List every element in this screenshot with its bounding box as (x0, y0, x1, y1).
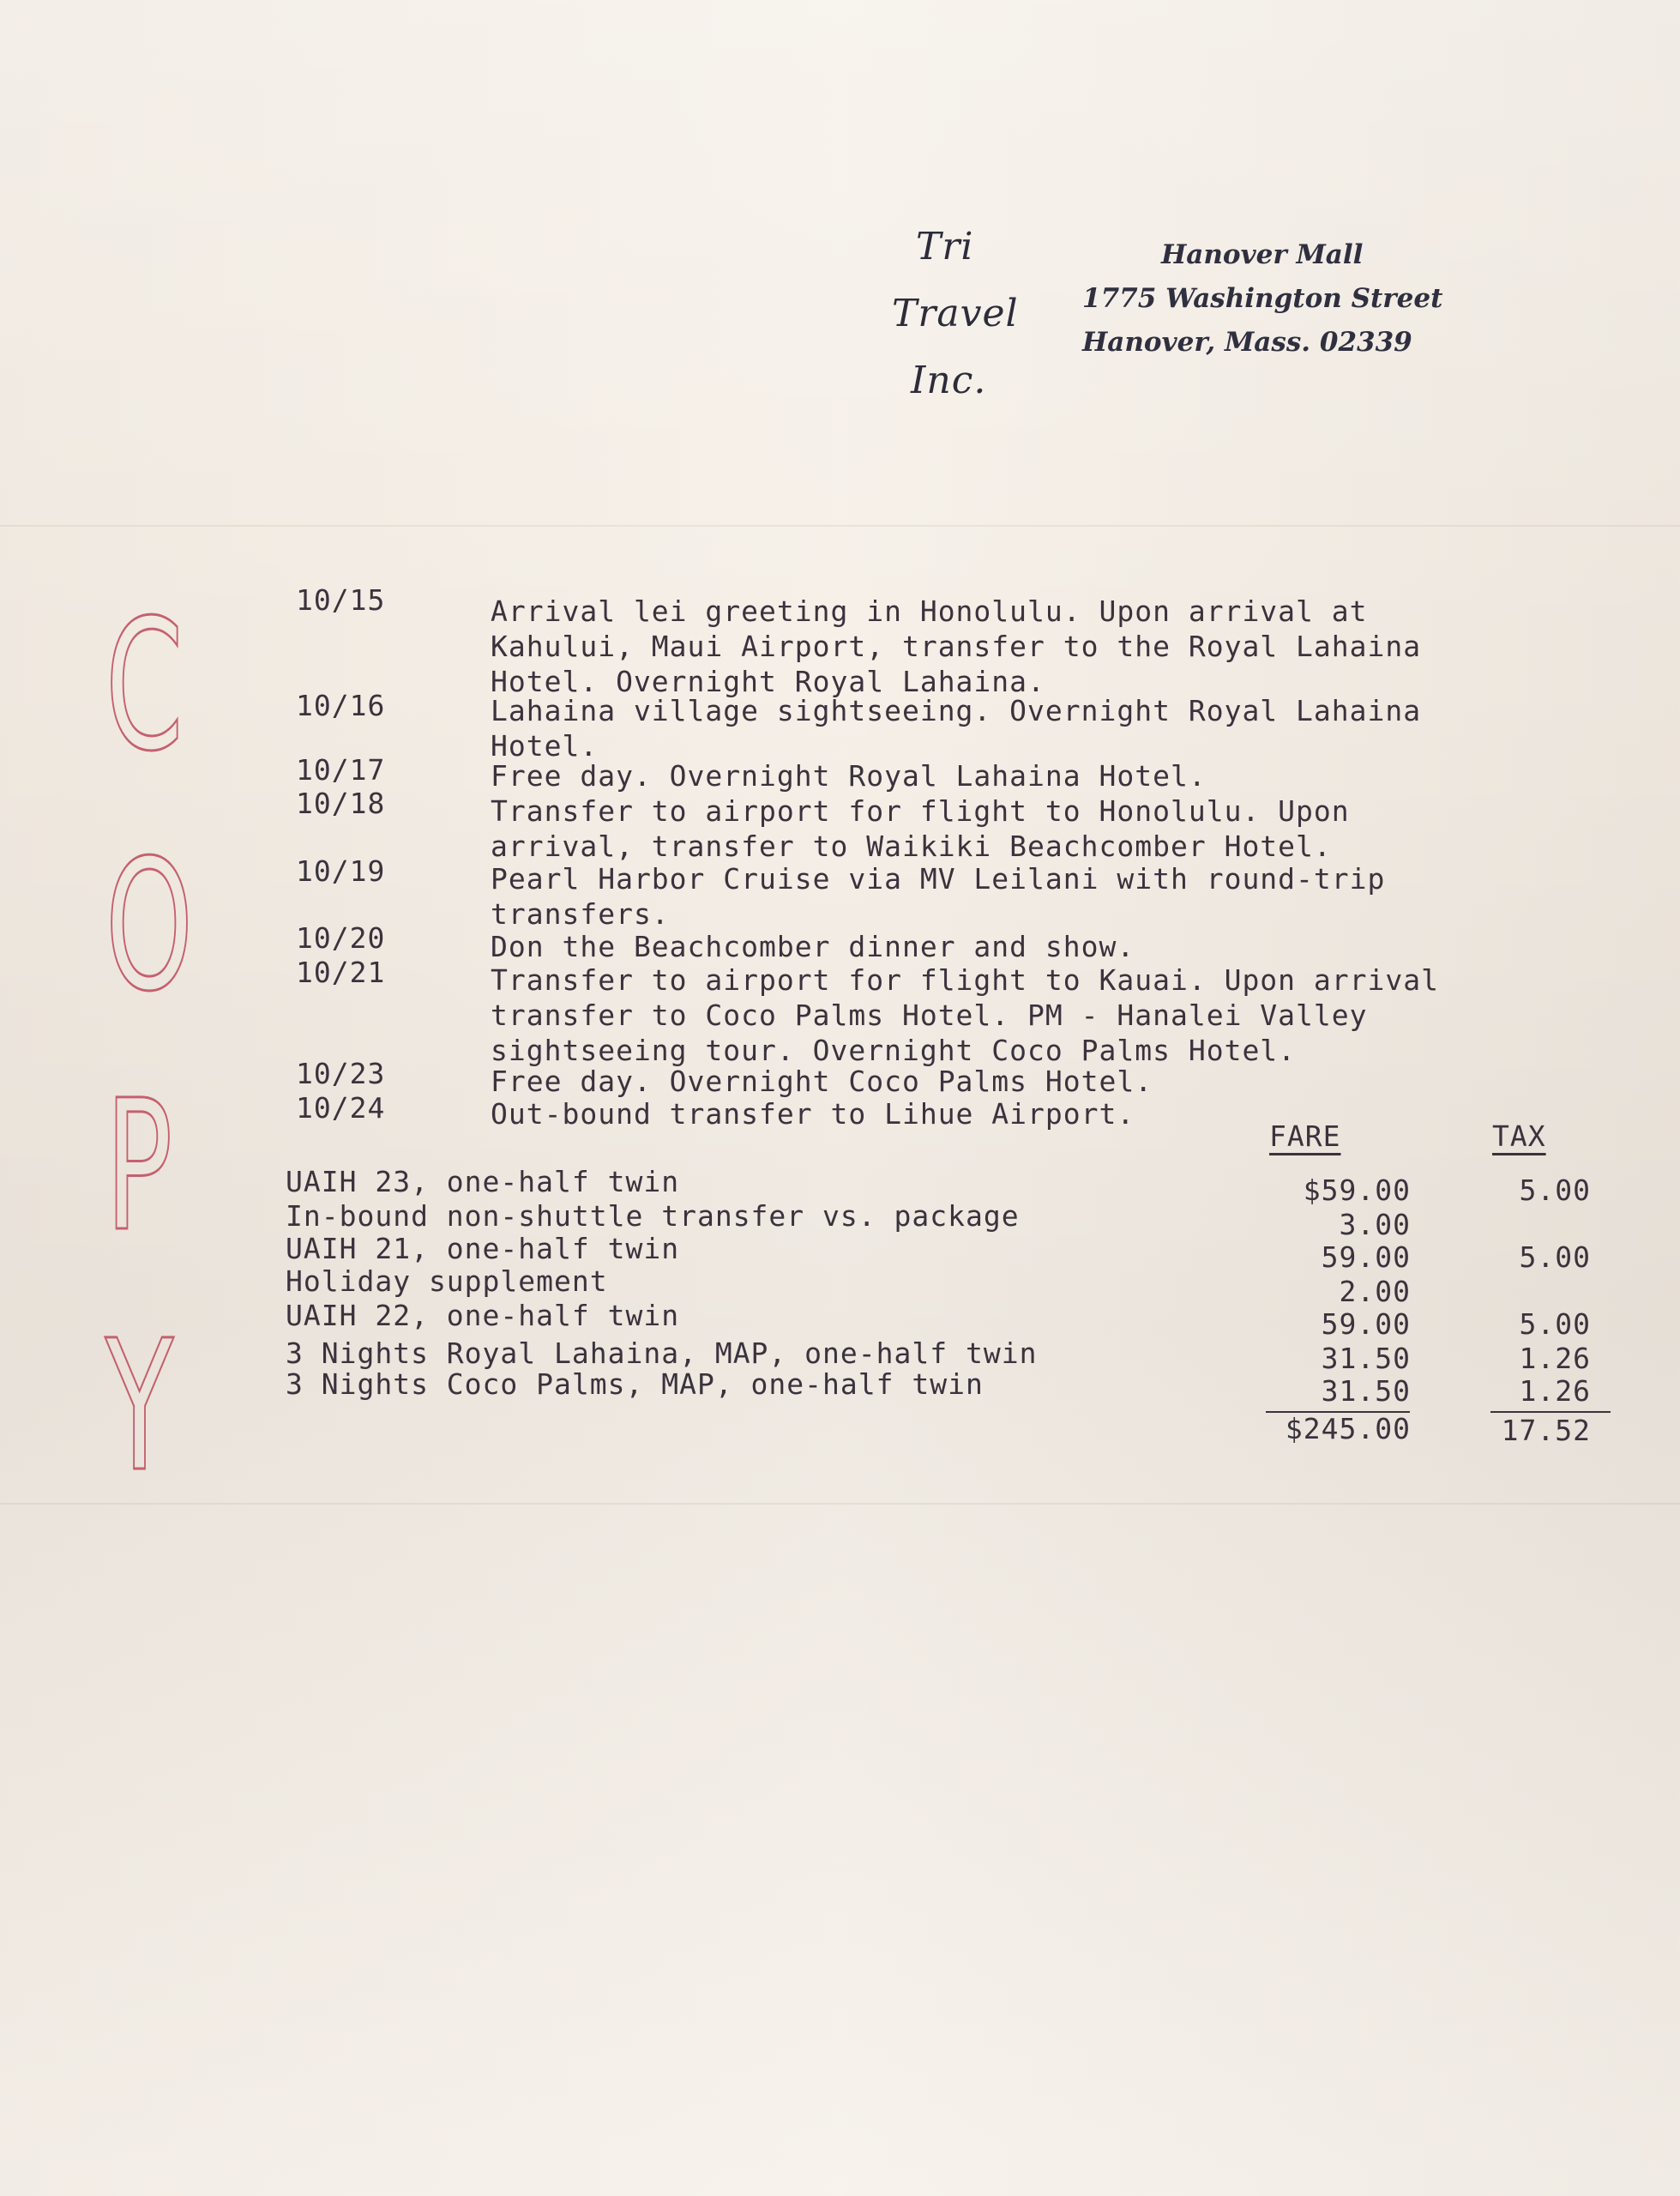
itinerary-date: 10/17 (296, 753, 386, 787)
logo-line: Inc. (911, 359, 987, 402)
cost-item-label: UAIH 21, one-half twin (286, 1232, 680, 1265)
address-line: Hanover, Mass. 02339 (1082, 327, 1412, 358)
itinerary-date: 10/15 (296, 583, 386, 617)
stamp-letter: Y (105, 1301, 174, 1511)
logo-line: Travel (892, 292, 1019, 335)
itinerary-text: Pearl Harbor Cruise via MV Leilani with round-trip transfers. (491, 862, 1386, 931)
cost-item-label: UAIH 22, one-half twin (286, 1299, 680, 1332)
itinerary-text: Lahaina village sightseeing. Overnight Royal Lahaina Hotel. (491, 694, 1422, 763)
cost-item-label: Holiday supplement (286, 1264, 608, 1298)
fare-header: FARE (1269, 1119, 1341, 1153)
cost-item-label: UAIH 23, one-half twin (286, 1165, 680, 1198)
itinerary-text: Out-bound transfer to Lihue Airport. (491, 1097, 1135, 1131)
itinerary-date: 10/24 (296, 1091, 386, 1125)
itinerary-text: Free day. Overnight Coco Palms Hotel. (491, 1065, 1153, 1098)
logo-line: Tri (916, 225, 974, 268)
stamp-letter: C (105, 581, 184, 791)
cost-item-fare: 2.00 (1339, 1275, 1411, 1308)
fare-total: $245.00 (1285, 1412, 1411, 1445)
itinerary-date: 10/16 (296, 689, 386, 722)
itinerary-date: 10/23 (296, 1057, 386, 1090)
itinerary-text: Transfer to airport for flight to Kauai. Upon arrival transfer to Coco Palms Hotel. PM - Hanalei Valley sightseeing tour. Overnight Coco Palms Hotel. (491, 963, 1439, 1067)
itinerary-text: Free day. Overnight Royal Lahaina Hotel. (491, 759, 1207, 793)
itinerary-date: 10/20 (296, 921, 386, 955)
cost-item-fare: 31.50 (1321, 1374, 1411, 1408)
itinerary-date: 10/21 (296, 956, 386, 989)
cost-item-fare: 59.00 (1321, 1240, 1411, 1274)
cost-item-tax: 5.00 (1519, 1173, 1591, 1207)
paper-fold (0, 525, 1680, 527)
cost-item-tax: 1.26 (1519, 1342, 1591, 1375)
itinerary-text: Arrival lei greeting in Honolulu. Upon arrival at Kahului, Maui Airport, transfer to the Royal Lahaina Hotel. Overnight Royal Lahaina. (491, 594, 1422, 698)
itinerary-text: Transfer to airport for flight to Honolulu. Upon arrival, transfer to Waikiki Beachcomber Hotel. (491, 794, 1350, 863)
cost-item-tax: 5.00 (1519, 1240, 1591, 1274)
tax-total: 17.52 (1501, 1414, 1591, 1447)
stamp-letter: O (105, 821, 194, 1031)
cost-item-fare: $59.00 (1303, 1173, 1411, 1207)
address-block (1082, 233, 1442, 365)
cost-item-tax: 1.26 (1519, 1374, 1591, 1408)
address-line: Hanover Mall (1161, 239, 1364, 270)
cost-item-label: 3 Nights Royal Lahaina, MAP, one-half twin (286, 1336, 1038, 1370)
cost-item-fare: 3.00 (1339, 1208, 1411, 1241)
cost-item-fare: 31.50 (1321, 1342, 1411, 1375)
itinerary-date: 10/19 (296, 854, 386, 888)
tax-total-rule (1490, 1411, 1611, 1413)
cost-item-fare: 59.00 (1321, 1307, 1411, 1341)
itinerary-text: Don the Beachcomber dinner and show. (491, 930, 1135, 963)
tax-header: TAX (1492, 1119, 1546, 1153)
address-line: 1775 Washington Street (1082, 283, 1443, 314)
itinerary-date: 10/18 (296, 787, 386, 820)
copy-stamp (86, 581, 194, 1511)
cost-item-label: In-bound non-shuttle transfer vs. package (286, 1199, 1020, 1233)
stamp-letter: P (105, 1061, 173, 1271)
cost-item-tax: 5.00 (1519, 1307, 1591, 1341)
paper-fold (0, 1503, 1680, 1505)
cost-item-label: 3 Nights Coco Palms, MAP, one-half twin (286, 1367, 984, 1401)
